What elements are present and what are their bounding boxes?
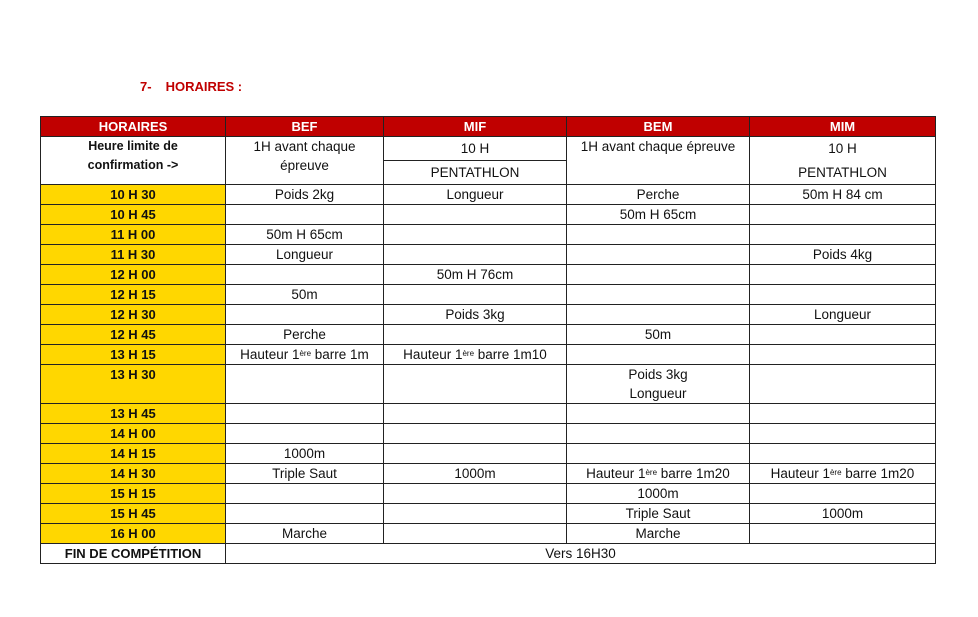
bef-cell [226,504,384,524]
bef-cell [226,484,384,504]
confirmation-mif-time: 10 H [384,137,567,161]
mif-cell: Longueur [384,185,567,205]
time-cell: 15 H 45 [41,504,226,524]
bem-cell: Triple Saut [567,504,750,524]
bem-cell [567,285,750,305]
header-bem: BEM [567,117,750,137]
bef-cell: Perche [226,325,384,345]
time-cell: 15 H 15 [41,484,226,504]
bef-cell: 50m [226,285,384,305]
bem-cell: Marche [567,524,750,544]
bef-cell: Triple Saut [226,464,384,484]
bem-cell: Hauteur 1ère barre 1m20 [567,464,750,484]
bef-cell: 50m H 65cm [226,225,384,245]
table-row [41,225,936,245]
confirmation-mim-time: 10 H [750,137,936,161]
time-cell: 13 H 15 [41,345,226,365]
mif-cell [384,205,567,225]
confirmation-label: Heure limite de confirmation -> [41,137,226,185]
mif-cell [384,225,567,245]
mim-cell [750,365,936,404]
mif-cell: 1000m [384,464,567,484]
confirmation-mif-event: PENTATHLON [384,161,567,185]
section-number: 7- [140,79,152,94]
mim-cell [750,285,936,305]
mim-cell [750,524,936,544]
table-row [41,524,936,544]
end-of-competition-label: FIN DE COMPÉTITION [41,544,226,564]
mif-cell [384,524,567,544]
time-cell: 16 H 00 [41,524,226,544]
footer-row [41,544,936,564]
table-row [41,504,936,524]
bem-cell [567,225,750,245]
bef-cell: Hauteur 1ère barre 1m [226,345,384,365]
confirmation-bem: 1H avant chaque épreuve [567,137,750,185]
bef-cell [226,404,384,424]
mim-cell: Longueur [750,305,936,325]
time-cell: 11 H 00 [41,225,226,245]
bem-cell [567,404,750,424]
time-cell: 13 H 30 [41,365,226,404]
mim-cell: Poids 4kg [750,245,936,265]
table-row [41,404,936,424]
table-row [41,444,936,464]
bef-cell: Poids 2kg [226,185,384,205]
header-horaires: HORAIRES [41,117,226,137]
mif-cell [384,504,567,524]
header-row [41,117,936,137]
mim-cell [750,424,936,444]
section-heading [140,79,242,94]
bem-cell: Perche [567,185,750,205]
time-cell: 12 H 45 [41,325,226,345]
mif-cell [384,424,567,444]
bem-cell: Poids 3kg Longueur [567,365,750,404]
bef-cell [226,305,384,325]
bem-cell [567,345,750,365]
bef-cell [226,265,384,285]
time-cell: 14 H 15 [41,444,226,464]
header-bef: BEF [226,117,384,137]
bem-cell [567,424,750,444]
time-cell: 12 H 15 [41,285,226,305]
table-row [41,245,936,265]
mim-cell [750,265,936,285]
header-mim: MIM [750,117,936,137]
mif-cell: Poids 3kg [384,305,567,325]
time-cell: 14 H 00 [41,424,226,444]
bem-cell [567,305,750,325]
mim-cell: 50m H 84 cm [750,185,936,205]
mif-cell [384,444,567,464]
bem-cell [567,444,750,464]
table-row [41,365,936,404]
mif-cell [384,365,567,404]
mim-cell [750,484,936,504]
schedule-table [40,116,936,564]
bem-cell: 50m H 65cm [567,205,750,225]
bef-cell [226,365,384,404]
bem-cell [567,245,750,265]
confirmation-mim-event: PENTATHLON [750,161,936,185]
mif-cell [384,404,567,424]
bem-cell: 1000m [567,484,750,504]
table-row [41,205,936,225]
time-cell: 10 H 30 [41,185,226,205]
table-row [41,185,936,205]
mif-cell [384,484,567,504]
mif-cell: Hauteur 1ère barre 1m10 [384,345,567,365]
mif-cell [384,285,567,305]
table-row [41,464,936,484]
confirmation-bef: 1H avant chaque épreuve [226,137,384,185]
table-row [41,345,936,365]
mim-cell [750,404,936,424]
header-mif: MIF [384,117,567,137]
bef-cell [226,205,384,225]
mif-cell [384,325,567,345]
table-row [41,325,936,345]
table-row [41,285,936,305]
time-cell: 14 H 30 [41,464,226,484]
time-cell: 12 H 00 [41,265,226,285]
table-row [41,424,936,444]
end-of-competition-value: Vers 16H30 [226,544,936,564]
time-cell: 11 H 30 [41,245,226,265]
mim-cell: Hauteur 1ère barre 1m20 [750,464,936,484]
table-row [41,265,936,285]
time-cell: 12 H 30 [41,305,226,325]
table-row [41,305,936,325]
mim-cell [750,325,936,345]
mim-cell [750,345,936,365]
mim-cell: 1000m [750,504,936,524]
mim-cell [750,205,936,225]
time-cell: 10 H 45 [41,205,226,225]
time-cell: 13 H 45 [41,404,226,424]
confirmation-row-a [41,137,936,161]
bem-cell [567,265,750,285]
mim-cell [750,444,936,464]
bef-cell: Marche [226,524,384,544]
bef-cell [226,424,384,444]
bem-cell: 50m [567,325,750,345]
mif-cell [384,245,567,265]
table-row [41,484,936,504]
bef-cell: 1000m [226,444,384,464]
bef-cell: Longueur [226,245,384,265]
section-title: HORAIRES : [165,79,243,94]
mif-cell: 50m H 76cm [384,265,567,285]
mim-cell [750,225,936,245]
